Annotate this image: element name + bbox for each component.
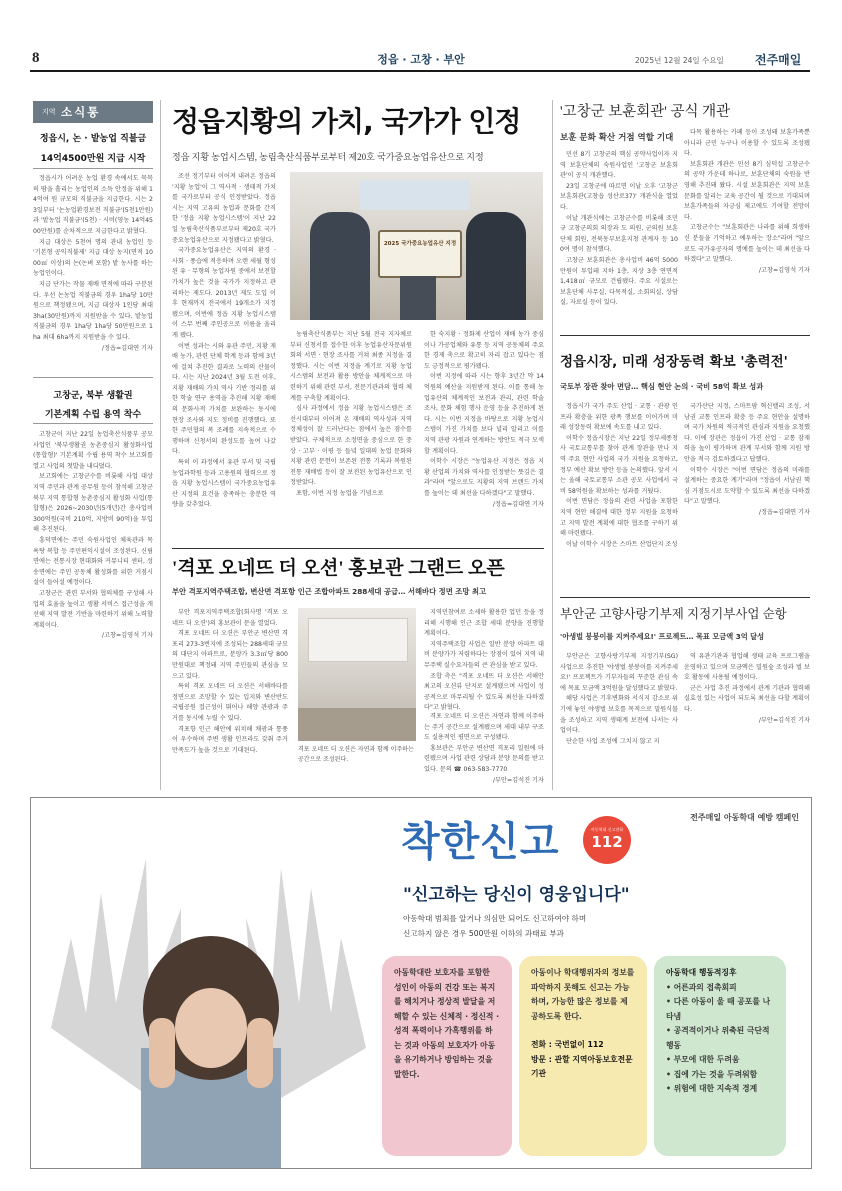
paragraph: 보훈회관 개관은 민선 8기 심덕섭 고창군수의 공약 가운데 하나로, 보훈단체의 숙원을 반영해 추진돼 왔다. 시설 보훈회관은 지역 보훈 문화를 알리는 교육 공간이 될 것으로 기대되며 보훈가족들의 자긍심 제고에도 기여할 전망이다. [684, 160, 810, 221]
sidebar-label-big: 소식통 [61, 105, 101, 119]
right-top-headline: '고창군 보훈회관' 공식 개관 [560, 104, 731, 120]
paragraph: 지급 대상은 5천여 명의 관내 농업인 등 '기본형 공익직불제' 지급 대상 농지(면적 1000㎡ 이상)의 논(논벼 포함) 밭 농사를 하는 농업인이다. [33, 238, 153, 278]
paragraph: 민선 8기 고창군의 핵심 공약사업이자 지역 보훈단체의 숙원사업인 '고창군 보훈회관'이 공식 개관했다. [560, 151, 678, 180]
middle-body-col1 [172, 608, 288, 756]
paragraph: 특히 격포 오네뜨 더 오션은 서해바다를 정면으로 조망할 수 있는 입지와 변산반도 국립공원 접근성이 뛰어나 해양 관광과 주거를 동시에 누릴 수 있다. [172, 683, 288, 722]
middle-body-col3 [424, 712, 544, 786]
photo-interior-floor [298, 708, 416, 741]
paragraph: 국가산단 지정, 스마트팜 혁신밸리 조성, 서남권 교통 인프라 확충 등 주요 현안을 설명하며 국가 차원의 적극적인 관심과 지원을 요청했다. 이에 장관은 정읍이 가진 산업 · 교통 잠재력을 높이 평가하며 관계 부서와 함께 지원 방안을 적극 검토하겠다고 답했다. [684, 403, 810, 463]
photo-sign-text: 2025 국가중요농업유산 지정 [383, 241, 457, 247]
byline: /부안=김석진 기자 [492, 776, 544, 784]
photo-backdrop [360, 180, 470, 210]
paragraph: 정읍시가 국가 주도 산업 · 교통 · 관광 인프라 확충을 위한 광폭 행보를 이어가며 미래 성장동력 확보에 속도를 내고 있다. [560, 403, 678, 432]
right-mid-col2 [684, 402, 810, 519]
paragraph: 격포 오네뜨 더 오션은 자연과 함께 이주하는 주거 공간으로 설계됐으며 세대 내부 구조도 실용적인 평면으로 구성됐다. [424, 713, 544, 742]
main-body-col3 [424, 330, 544, 510]
ad-sign-item: • 어른과의 접촉회피 [666, 982, 737, 992]
right-mid-rule [560, 597, 810, 598]
page-number: 8 [32, 50, 40, 66]
ad-badge [583, 816, 631, 864]
paragraph: 격포항 인근 해안에 위치해 채광과 통풍이 우수하며 주변 생활 인프라도 갖춰 주거 만족도가 높을 것으로 기대된다. [172, 725, 288, 754]
paragraph: 고창군 보훈회관은 총사업비 46억 5000만원이 투입돼 지하 1층, 지상 3층 연면적 1,418㎡ 규모로 건립됐다. 주요 시설로는 보훈단체 사무실, 다목적실, 소회의실, 상담실, 자료실 등이 있다. [560, 256, 678, 307]
ad-top-note: 전주매일 아동학대 예방 캠페인 [690, 813, 799, 822]
paragraph: 해당 사업은 기후변화와 서식지 감소로 위기에 놓인 야생벌 보호를 목적으로 밀원식물을 조성하고 지역 생태계 보전에 나서는 사업이다. [560, 695, 678, 735]
right-bottom-col2 [684, 652, 810, 726]
paragraph: 국가중요농업유산은 지역의 환경 · 사회 · 풍습에 적응하며 오랜 세월 형성된 유 · 무형의 농업자원 중에서 보전할 가치가 높은 것을 국가가 지정하고 관리하는 제도다. 2013년 제도 도입 이후 현재까지 전국에서 19개소가 지정됐으며, 이번에 정읍 지황 농업시스템이 스무 번째 주인공으로 이름을 올리게 됐다. [172, 247, 276, 339]
right-bottom-headline: 부안군 고향사랑기부제 지정기부사업 순항 [560, 607, 787, 621]
ad-desc-2: 신고하지 않은 경우 500만원 이하의 과태료 부과 [403, 929, 565, 938]
paragraph: 지급 단가는 작물 재배 면적에 따라 구분된다. 우선 논농업 직불금의 경우 1ha당 10만원으로 책정됐으며, 지급 대상자 1인당 최대 3ha(30만원)까지 지원받을 수 있다. 밭농업 직불금의 경우 1ha당 1ha당 50만원으로 1ha 최대 6ha까지 지원받을 수 있다. [33, 280, 153, 341]
ad-desc-1: 아동학대 범죄를 알거나 의심만 되어도 신고하여야 하며 [403, 914, 587, 923]
ad-slogan: "신고하는 당신이 영웅입니다" [403, 885, 630, 905]
middle-body-col2 [424, 608, 544, 714]
byline: /고창=김영석 기자 [101, 632, 153, 640]
paragraph: 고창군수는 "보훈회관은 나라를 위해 희생하신 분들을 기억하고 예우하는 장소"라며 "앞으로도 국가유공자의 명예를 높이는 데 최선을 다하겠다"고 말했다. [684, 224, 810, 264]
ad-box-definition-text: 아동학대란 보호자를 포함한 성인이 아동의 건강 또는 복지를 해치거나 정상적 발달을 저해할 수 있는 신체적 · 정신적 · 성적 폭력이나 가혹행위를 하는 것과 아동의 보호자가 아동을 유기하거나 방임하는 것을 말한다. [394, 968, 500, 1079]
sidebar-story1-body [33, 174, 153, 354]
right-bottom-col1 [560, 652, 678, 747]
byline: /고창=김영석 기자 [758, 266, 810, 274]
main-body-col1 [172, 172, 276, 511]
main-body-col2 [290, 330, 412, 500]
paragraph: 지역주택조합 사업은 일반 분양 아파트 대비 분양가가 저렴하다는 장점이 있어 지역 내 무주택 실수요자들의 큰 관심을 받고 있다. [424, 640, 544, 669]
ad-box-report-visit: 방문 : 관할 지역아동보호전문기관 [531, 1054, 633, 1078]
ad-box-report-phone: 전화 : 국번없이 112 [531, 1040, 604, 1049]
middle-subhead: 부안 격포지역주택조합, 변산면 격포항 인근 조합아파트 288세대 공급… 서해바다 정면 조망 최고 [172, 587, 487, 596]
sidebar-divider [160, 100, 161, 790]
ad-badge-small: 아동학대 신고전화 [590, 827, 624, 832]
paragraph: 포함, 이번 지정 농업을 기념으로 [296, 489, 384, 497]
photo-sign [378, 230, 462, 278]
ad-badge-number: 112 [591, 833, 623, 851]
byline: /정읍=김대연 기자 [758, 508, 810, 516]
paragraph: 이날 개관식에는 고창군수를 비롯해 조민규 고창군의회 의장과 도 의원, 군의원 보훈단체 회원, 전북동부보훈지청 관계자 등 100여 명이 참석했다. [560, 214, 678, 254]
paragraph: 농림축산식품부는 지난 5월 전국 지자체로부터 신청서를 접수한 이후 농업유산자문위원회의 서면 · 현장 조사를 거쳐 최종 지정을 결정했다. 시는 이번 지정을 계기로 지황 농업 시스템의 보전과 활용 방안을 체계적으로 마련하기 위해 관련 부서, 전문기관과의 협력 체계를 구축할 계획이다. [290, 331, 412, 402]
sidebar-story2-title1: 고창군, 북부 생활권 [53, 391, 133, 401]
paragraph: 조합 측은 "격포 오네뜨 더 오션은 서해안 최고의 오션뷰 단지로 설계됐으며 사업이 성공적으로 마무리될 수 있도록 최선을 다하겠다"고 밝혔다. [424, 672, 544, 712]
sidebar-story2-body [33, 430, 153, 642]
paragraph: 이학수 시장은 "농업유산 지정은 정읍 지황 산업의 가치와 역사를 인정받는 뜻깊은 결과"라며 "앞으로도 지황의 지역 브랜드 가치를 높이는 데 최선을 다하겠다"고 말했다. [424, 458, 544, 497]
paragraph: 단순한 사업 조성에 그치지 않고 지 [566, 737, 660, 745]
ad-sign-item: • 위험에 대한 지속적 경계 [666, 1084, 758, 1093]
middle-photo [298, 608, 416, 741]
photo-interior-window [308, 618, 408, 662]
sidebar-story1-title2: 14억4500만원 지급 시작 [40, 154, 146, 164]
paragraph: 이날 이학수 시장은 스마트 산업단지 조성 [566, 540, 678, 548]
ad-sign-item: • 집에 가는 것을 두려워함 [666, 1069, 758, 1079]
middle-headline: '격포 오네뜨 더 오션' 홍보관 그랜드 오픈 [172, 558, 505, 579]
ad-panel [30, 797, 812, 1169]
paragraph: 이번 면담은 정읍의 관련 사업을 포함한 지역 현안 해결에 대한 정부 지원을 요청하고 지역 발전 계획에 대한 협조를 구하기 위해 마련됐다. [560, 498, 678, 538]
sidebar-label [33, 101, 153, 123]
section-title: 정읍 · 고창 · 부안 [377, 53, 465, 66]
paragraph: 홍보관은 부안군 변산면 격포리 일원에 마련됐으며 사업 관련 상담과 분양 문의를 받고 있다. 문의 ☎ 063-583-7770 [424, 744, 544, 773]
sidebar-rule-2 [33, 377, 153, 378]
column-divider [552, 100, 553, 790]
sidebar-story1-title1: 정읍시, 논 · 밭농업 직불금 [39, 134, 147, 144]
ad-box-report-text: 아동이나 학대행위자의 정보를 파악하지 못해도 신고는 가능하며, 가능한 많은 정보를 제공하도록 한다. [531, 968, 635, 1021]
paragraph: 조선 정기부터 이어져 내려온 정읍의 '지황 농업'이 그 역사적 · 생태적 가치를 국가로부터 공식 인정받았다. 정읍시는 지역 고유의 농업과 문화를 간직한 '정읍 지황 농업시스템'이 지난 22일 농림축산식품부로부터 제20호 국가중요농업유산으로 지정됐다고 밝혔다. [172, 173, 276, 244]
paragraph: 군은 사업 추진 과정에서 관계 기관과 협력해 실효성 있는 사업이 되도록 최선을 다할 계획이다. [684, 684, 810, 713]
ad-logo-text: 착한신고 [401, 819, 560, 865]
paper-name: 전주매일 [755, 53, 802, 67]
paragraph: 이번 지정에 따라 시는 향후 3년간 약 14억원의 예산을 지원받게 된다. 이를 통해 농업유산의 체계적인 보전과 관리, 관련 학술 조사, 문화 체험 행사 운영 등을 추진하게 된다. 시는 이번 지정을 바탕으로 지황 농업시스템이 가진 가치를 보다 널리 알리고 이를 지역 관광 자원과 연계하는 방안도 적극 모색할 계획이다. [424, 373, 544, 455]
right-mid-col1 [560, 402, 678, 550]
paragraph: 보고회에는 고창군수를 비롯해 사업 대상 지역 주민과 관계 공무원 등이 참석해 고창군 북부 지역 통합형 농촌중심지 활성화 사업(통합형)은 2026~2030년(5개년)간 총사업비 300억원(국비 210억, 지방비 90억)을 투입해 추진된다. [33, 473, 153, 534]
paragraph: 고창군이 지난 22일 농업축산식품부 공모사업인 '북부생활권 농촌중심지 활성화사업(통합형)' 기본계획 수립 용역 착수 보고회를 열고 사업의 첫발을 내디뎠다. [33, 431, 153, 470]
paragraph: 이학수 시장은 "이번 면담은 정읍의 미래를 설계하는 중요한 계기"라며 "정읍이 서남권 핵심 거점도시로 도약할 수 있도록 최선을 다하겠다"고 말했다. [684, 466, 810, 506]
sidebar-rule-1 [33, 168, 153, 169]
right-top-col1 [560, 150, 678, 309]
main-bottom-rule [172, 548, 544, 549]
main-headline: 정읍지황의 가치, 국가가 인정 [172, 105, 521, 138]
person-arm-left [149, 1018, 175, 1088]
paragraph: 심사 과정에서 정읍 지황 농업시스템은 조선시대부터 이어져 온 재배의 역사성과 지역 정체성이 잘 드러난다는 점에서 높은 점수를 받았다. 구체적으로 소정면을 중심으로 한 중상 · 고부 · 이평 등 들녘 일대의 농업 문화와 지황 관련 문헌이 보존된 전통 기록과 복원된 전통 재배법 등이 잘 보전된 농업유산으로 인정받았다. [290, 405, 412, 487]
main-photo [290, 172, 543, 320]
right-top-col2 [684, 128, 810, 276]
right-top-rule [560, 335, 810, 336]
middle-photo-caption: 격포 오네뜨 더 오션은 자연과 함께 이주하는 공간으로 조성된다. [298, 746, 414, 763]
ad-box-signs-title: 아동학대 행동적징후 [666, 968, 737, 977]
paragraph: 역 유관기관과 협업해 생태 교육 프로그램을 운영하고 있으며 모금액은 밀원숲 조성과 벌 보호 활동에 사용될 예정이다. [684, 653, 810, 682]
right-mid-headline: 정읍시장, 미래 성장동력 확보 '총력전' [560, 354, 788, 370]
photo-people-right [466, 212, 526, 320]
sidebar-label-small: 지역 [42, 108, 56, 116]
paragraph: 다목 활용하는 카페 등이 조성돼 보훈가족뿐 아니라 군민 누구나 이용할 수 있도록 조성됐다. [684, 129, 810, 158]
ad-box-signs [654, 956, 786, 1156]
paragraph: 특히 이 과정에서 유관 부서 및 국립농업과학원 등과 고용원의 협력으로 정읍 지황 농업시스템이 국가중요농업유산 지정의 요건을 충족하는 충분한 역량을 갖추었다. [172, 459, 276, 509]
right-bottom-subhead: '아생벌 붕붕이를 지켜주세요!' 프로젝트… 목표 모금액 3억 달성 [560, 632, 765, 641]
byline: /정읍=김대연 기자 [101, 344, 153, 352]
photo-people-mid [400, 276, 436, 320]
ad-logo [401, 810, 671, 876]
paragraph: 격포 오네뜨 더 오션은 부안군 변산면 격포리 273-3번지에 조성되는 288세대 규모의 대단지 아파트로, 분양가 3.3㎡당 800만원대로 책정돼 지역 주민들의 관심을 모으고 있다. [172, 630, 288, 680]
ad-box-report [519, 956, 647, 1156]
issue-date: 2025년 12월 24일 수요일 [635, 56, 724, 65]
header-rule [30, 70, 810, 72]
paragraph: 한 숙지황 · 정화제 산업이 재배 농가 중심 이나 가공업체와 유통 등 지역 공동체의 주요한 경제 축으로 확고히 자리 잡고 있다는 점도 긍정적으로 평가됐다. [424, 331, 544, 370]
paragraph: 이학수 정읍시장은 지난 22일 정부세종청사 국토교통부를 찾아 관계 장관을 만나 지역 주요 현안 사업의 국가 지원을 요청하고, 정부 예산 확보 방안 등을 논의했다. 앞서 시는 올해 국토교통부 소관 공모 사업에서 국비 58억원을 확보하는 성과를 거뒀다. [560, 434, 678, 495]
ad-sign-item: • 다른 아동이 울 때 공포를 나타냄 [666, 997, 771, 1021]
byline: /부안=김석진 기자 [758, 716, 810, 724]
person-face [175, 988, 247, 1068]
photo-people-left [310, 212, 370, 320]
paragraph: 흥덕면에는 주민 숙원사업인 체육관과 목욕탕 복합 등 주민편익시설이 조성된다. 신림면에는 전통시장 현대화와 커뮤니티 센터, 성송면에는 주민 공동체 활성화를 위한 거점시설이 들어설 예정이다. [33, 536, 153, 587]
ad-box-definition [382, 956, 512, 1156]
paragraph: 고창군은 관련 부서와 협의체를 구성해 사업의 효율을 높이고 생활 서비스 접근성을 개선해 지역 발전 기반을 마련하기 위해 노력할 계획이다. [33, 589, 153, 629]
ad-sign-item: • 공격적이거나 위축된 극단적 행동 [666, 1026, 770, 1050]
right-mid-subhead: 국토부 장관 찾아 면담… 핵심 현안 논의 · 국비 58억 확보 성과 [560, 382, 764, 391]
ad-illustration [31, 798, 391, 1168]
paragraph: 부안군은 고향사랑기부제 지정기부(SG) 사업으로 추진한 '야생벌 붕붕이를 지켜주세요!' 프로젝트가 기부자들의 꾸준한 관심 속에 목표 모금액 3억원을 달성했다고 밝혔다. [560, 653, 678, 692]
person-arm-right [247, 1018, 273, 1088]
main-subhead: 정읍 지황 농업시스템, 농림축산식품부로부터 제20호 국가중요농업유산으로 지정 [172, 152, 484, 162]
paragraph: 부안 격포지역주택조합(회사명 '격포 오네뜨 더 오션')의 홍보관이 문을 열었다. [172, 609, 288, 627]
paragraph: 정읍시가 어려운 농업 환경 속에서도 묵묵히 땀을 흘리는 농업인의 소득 안정을 위해 14억여 원 규모의 직불금을 지급한다. 시는 23일부터 '논농업환경보전 직불금'(5천1만원) 과 '밭농업 직불금'(5천) · 시비(영농 14억4500만원)를 순차적으로 지급한다고 밝혔다. [33, 175, 153, 235]
paragraph: 23일 고창군에 따르면 이날 오후 '고창군 보훈회관(고창읍 성산로37)' 개관식을 열었다. [560, 182, 678, 211]
byline: /정읍=김대연 기자 [492, 500, 544, 508]
paragraph: 이번 성과는 시와 유관 주민, 지황 재배 농가, 관련 단체 학계 등과 함께 3년에 걸쳐 추진한 결과로 노력의 산물이다. 시는 지난 2024년 3월 도전 이후, 지황 재배의 가치 역사 기반 정리를 위한 학술 연구 용역을 추진해 지황 재배의 문화사적 가치를 보완하는 동시에 현장 조사와 지도 정비를 진행했다. 또한 주민협의 복 조례를 지속적으로 수행하며 신청서의 완성도를 높여 나갔다. [172, 342, 276, 456]
sidebar-rule-3 [33, 423, 153, 424]
paragraph: 지역민참여로 소세하 활용한 업던 등을 정리해 시행해 인근 조합 세대 분양을 진행할 계획이다. [424, 609, 544, 638]
sidebar-story2-title2: 기본계획 수립 용역 착수 [44, 410, 142, 420]
ad-sign-item: • 부모에 대한 두려움 [666, 1055, 740, 1064]
right-top-subhead: 보훈 문화 확산 거점 역할 기대 [560, 133, 674, 143]
